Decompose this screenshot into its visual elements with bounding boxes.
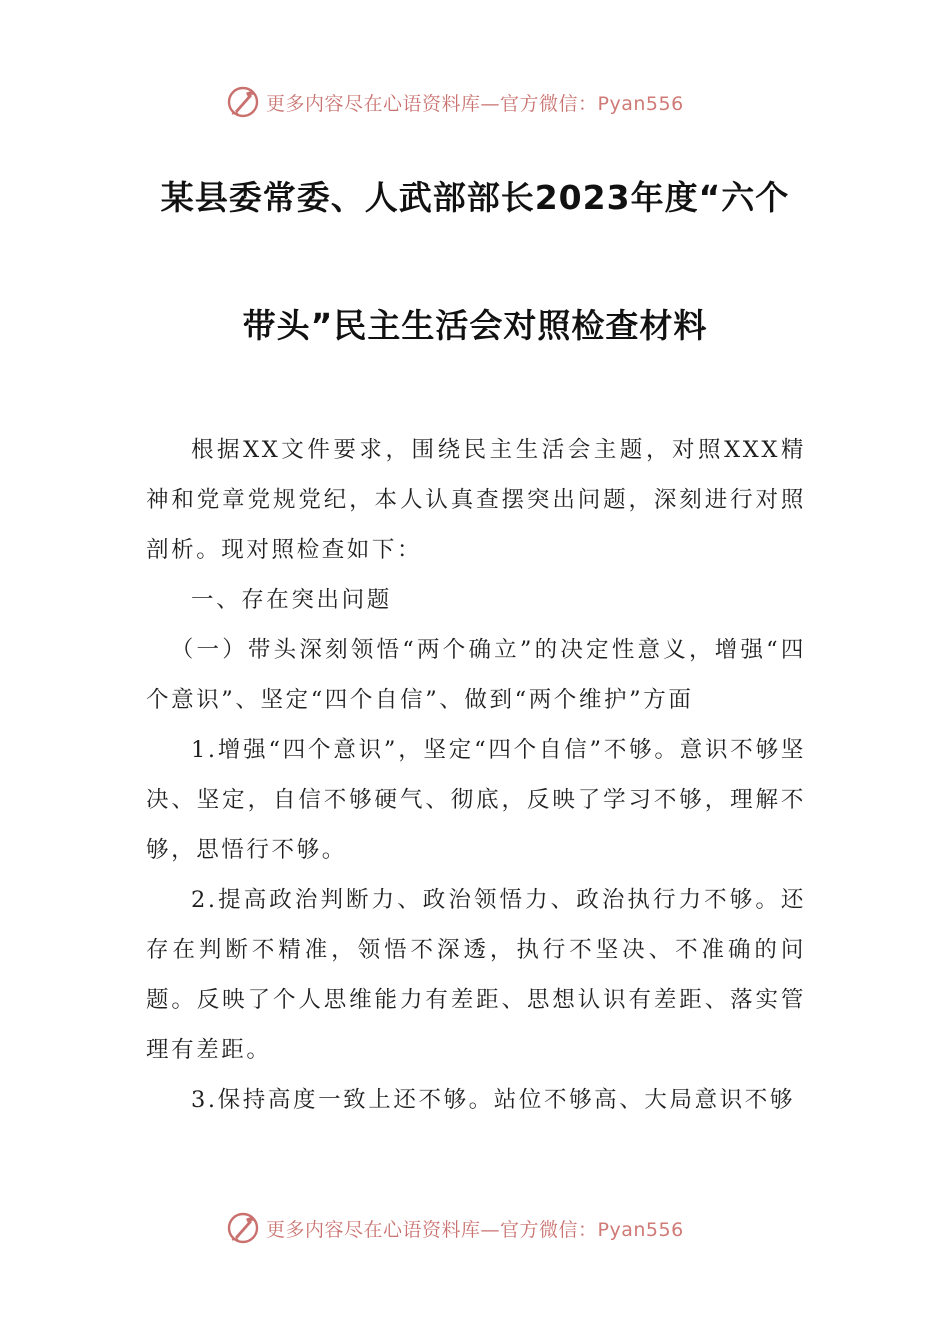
paragraph-intro: 根据XX文件要求，围绕民主生活会主题，对照XXX精神和党章党规党纪，本人认真查摆突出问题，深刻进行对照剖析。现对照检查如下： bbox=[146, 437, 806, 563]
subsection-heading: （一）带头深刻领悟“两个确立”的决定性意义，增强“四个意识”、坚定“四个自信”、做到“两个维护”方面 bbox=[146, 637, 806, 713]
footer-watermark bbox=[226, 1210, 684, 1246]
wechat-id: Pyan556 bbox=[597, 92, 684, 115]
section-heading: 一、存在突出问题 bbox=[191, 587, 392, 613]
paragraph-item-2: 2.提高政治判断力、政治领悟力、政治执行力不够。还存在判断不精准，领悟不深透，执行不坚决、不准确的问题。反映了个人思维能力有差距、思想认识有差距、落实管理有差距。 bbox=[146, 887, 806, 1063]
header-watermark bbox=[226, 84, 684, 120]
quill-pen-logo-icon bbox=[226, 1211, 260, 1245]
watermark-text: 更多内容尽在心语资料库—官方微信：Pyan556 bbox=[266, 1218, 684, 1241]
document-title-line-1: 某县委常委、人武部部长2023年度“六个 bbox=[160, 178, 790, 217]
paragraph-item-1: 1.增强“四个意识”，坚定“四个自信”不够。意识不够坚决、坚定，自信不够硬气、彻底，反映了学习不够，理解不够，思悟行不够。 bbox=[146, 737, 806, 863]
document-title-line-2: 带头”民主生活会对照检查材料 bbox=[242, 306, 708, 345]
quill-pen-logo-icon bbox=[226, 85, 260, 119]
paragraph-item-3: 3.保持高度一致上还不够。站位不够高、大局意识不够 bbox=[191, 1087, 795, 1113]
wechat-id: Pyan556 bbox=[597, 1218, 684, 1241]
document-body bbox=[146, 425, 806, 1125]
watermark-text: 更多内容尽在心语资料库—官方微信：Pyan556 bbox=[266, 92, 684, 115]
